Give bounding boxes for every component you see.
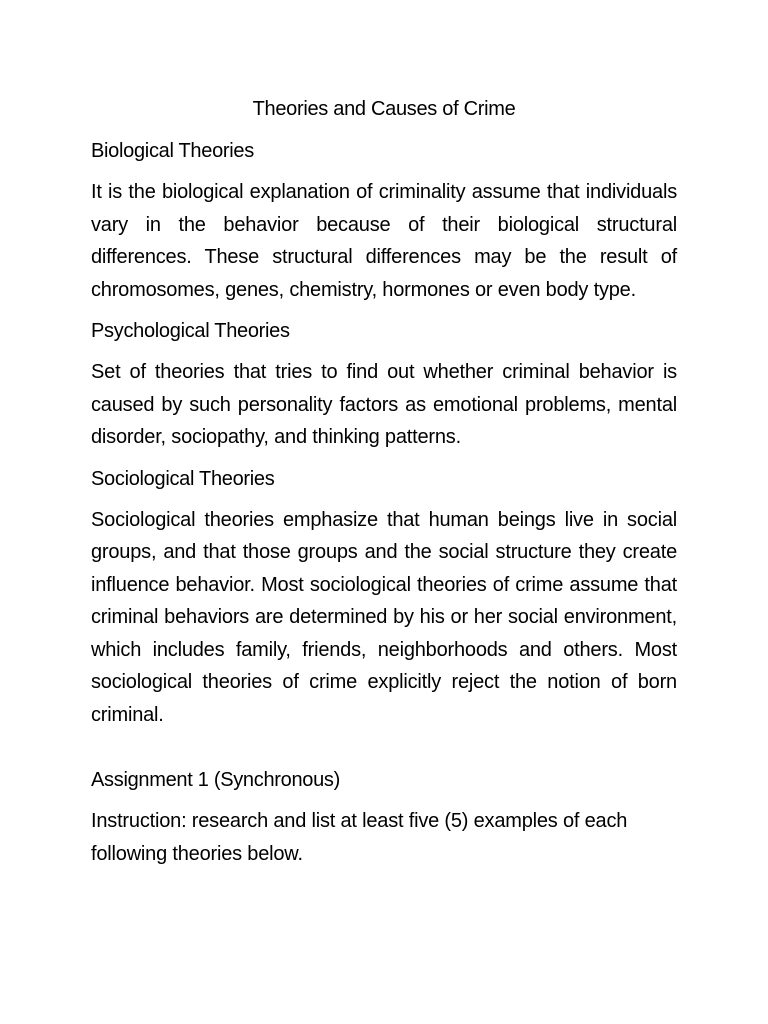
assignment-instruction — [91, 805, 677, 870]
section-body-sociological: Sociological theories emphasize that human beings live in social groups, and that those groups and the social structure they create influence behavior. Most sociological theories of crime assume that criminal behaviors are determined by his or her social environment, which includes family, friends, neighborhoods and others. Most sociological theories of crime explicitly reject the notion of born criminal. — [91, 508, 677, 726]
section-psychological — [91, 318, 677, 454]
section-body-biological: It is the biological explanation of criminality assume that individuals vary in the behavior because of their biological structural differences. These structural differences may be the result of chromosomes, genes, chemistry, hormones or even body type. — [91, 181, 677, 301]
instruction-label: Instruction: — [91, 810, 187, 832]
section-heading-sociological: Sociological Theories — [91, 467, 275, 490]
instruction-text: research and list at least five (5) examples of each following theories below. — [91, 810, 628, 865]
section-biological — [91, 138, 677, 306]
section-heading-psychological: Psychological Theories — [91, 320, 290, 342]
section-assignment — [91, 767, 677, 870]
document-title: Theories and Causes of Crime — [252, 98, 516, 120]
section-heading-biological: Biological Theories — [91, 140, 254, 162]
assignment-heading: Assignment 1 (Synchronous) — [91, 769, 340, 791]
section-body-psychological: Set of theories that tries to find out whether criminal behavior is caused by such personality factors as emotional problems, mental disorder, sociopathy, and thinking patterns. — [91, 361, 677, 448]
spacer — [91, 743, 677, 767]
section-sociological — [91, 466, 677, 732]
